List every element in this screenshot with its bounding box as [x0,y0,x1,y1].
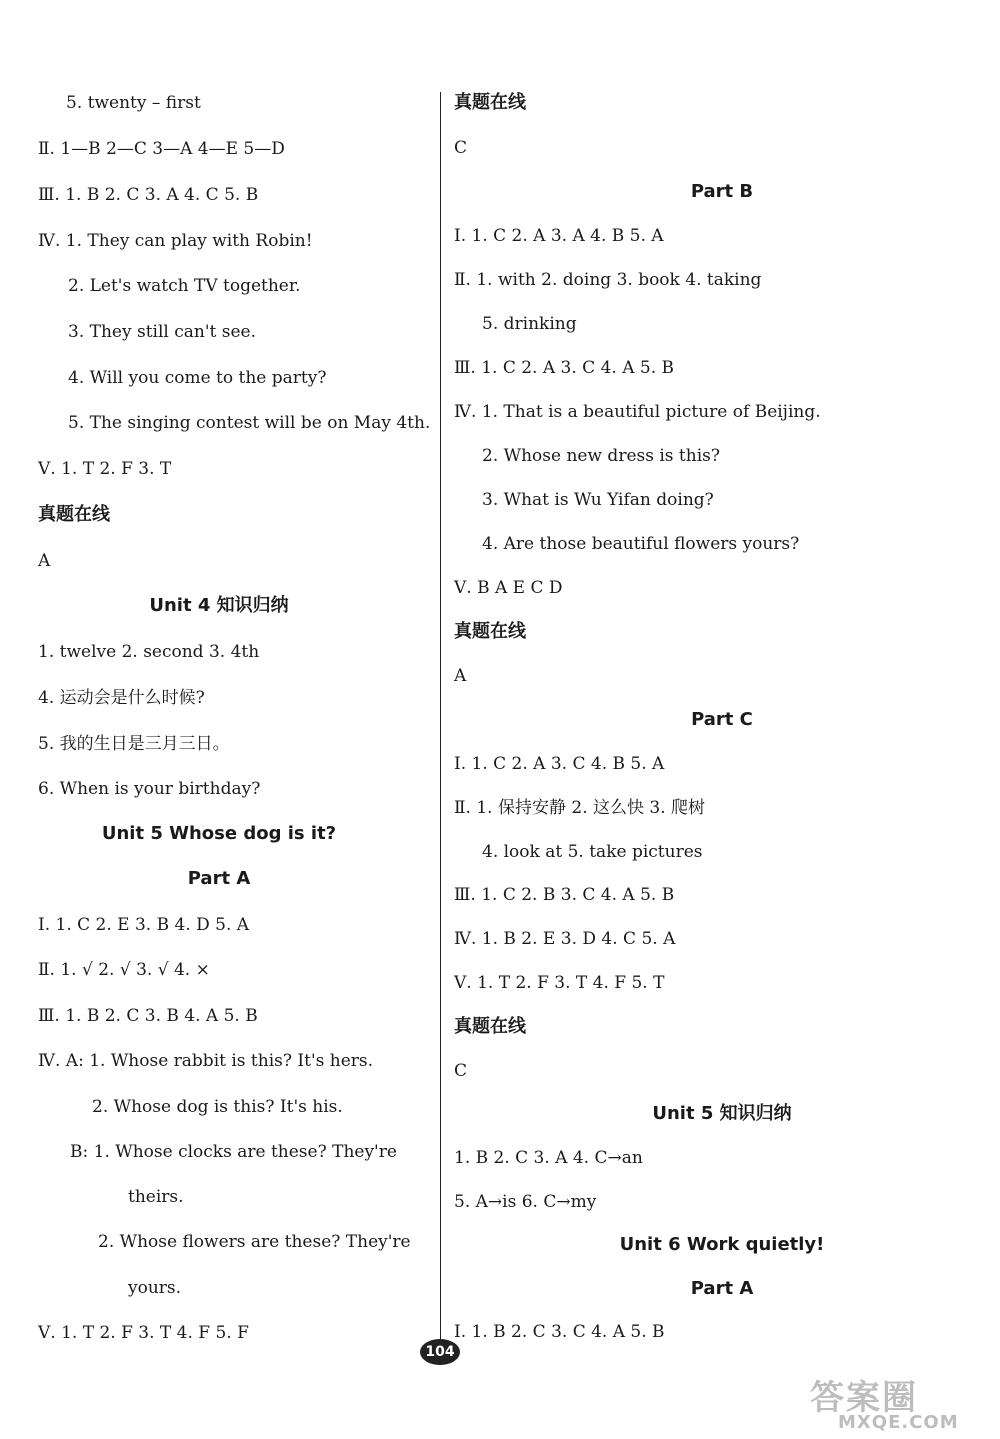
answer-line: A [454,666,467,686]
page-number: 104 [420,1339,460,1365]
answer-line: 4. Are those beautiful flowers yours? [482,534,800,554]
answer-line: 2. Let's watch TV together. [68,276,301,296]
answer-line: 2. Whose flowers are these? They're [98,1232,411,1252]
answer-line: Ⅴ. 1. T 2. F 3. T [38,459,172,479]
section-heading: Part A [187,868,251,889]
answer-line: 4. look at 5. take pictures [482,842,703,862]
column-divider [440,92,441,1342]
section-heading: 真题在线 [454,1016,526,1037]
answer-line: 5. twenty – first [66,93,201,113]
answer-line: 3. What is Wu Yifan doing? [482,490,714,510]
section-heading: Part C [691,709,753,730]
section-heading: Unit 6 Work quietly! [619,1234,825,1255]
section-heading: Unit 4 知识归纳 [149,595,289,616]
section-heading: Unit 5 Whose dog is it? [101,823,337,844]
answer-line: 3. They still can't see. [68,322,257,342]
answer-line: Ⅳ. 1. They can play with Robin! [38,231,313,251]
answer-line: Ⅰ. 1. C 2. E 3. B 4. D 5. A [38,915,250,935]
answer-line: Ⅱ. 1. with 2. doing 3. book 4. taking [454,270,762,290]
answer-line: C [454,1061,468,1081]
answer-line: C [454,138,468,158]
answer-line: Ⅴ. 1. T 2. F 3. T 4. F 5. F [38,1323,249,1343]
watermark-logo [810,1370,990,1436]
answer-line: Ⅳ. 1. That is a beautiful picture of Beijing. [454,402,821,422]
section-heading: Part B [690,181,754,202]
answer-line: Ⅳ. 1. B 2. E 3. D 4. C 5. A [454,929,676,949]
answer-line: Ⅲ. 1. B 2. C 3. B 4. A 5. B [38,1006,258,1026]
answer-line: B: 1. Whose clocks are these? They're [70,1142,397,1162]
answer-line: Ⅱ. 1—B 2—C 3—A 4—E 5—D [38,139,285,159]
answer-line: 5. 我的生日是三月三日。 [38,734,230,754]
answer-line: 5. drinking [482,314,577,334]
section-heading: 真题在线 [38,504,110,525]
answer-line: Ⅰ. 1. C 2. A 3. A 4. B 5. A [454,226,664,246]
answer-line: Ⅲ. 1. C 2. A 3. C 4. A 5. B [454,358,674,378]
answer-line: Ⅴ. 1. T 2. F 3. T 4. F 5. T [454,973,665,993]
answer-line: Ⅰ. 1. C 2. A 3. C 4. B 5. A [454,754,665,774]
answer-line: 6. When is your birthday? [38,779,261,799]
answer-line: 2. Whose new dress is this? [482,446,720,466]
answer-line: yours. [128,1278,182,1298]
answer-line: Ⅴ. B A E C D [454,578,563,598]
answer-line: Ⅲ. 1. C 2. B 3. C 4. A 5. B [454,885,675,905]
answer-line: 2. Whose dog is this? It's his. [92,1097,343,1117]
answer-line: Ⅲ. 1. B 2. C 3. A 4. C 5. B [38,185,259,205]
answer-line: 5. A→is 6. C→my [454,1192,597,1212]
answer-line: 4. Will you come to the party? [68,368,327,388]
watermark-main-text: 答案圈 [810,1378,918,1418]
answer-line: Ⅰ. 1. B 2. C 3. C 4. A 5. B [454,1322,665,1342]
answer-line: 5. The singing contest will be on May 4th. [68,413,431,433]
answer-line: A [38,551,51,571]
answer-line: 4. 运动会是什么时候? [38,688,205,708]
answer-line: Ⅱ. 1. 保持安静 2. 这么快 3. 爬树 [454,798,706,818]
section-heading: 真题在线 [454,92,526,113]
answer-line: 1. twelve 2. second 3. 4th [38,642,260,662]
answer-line: theirs. [128,1187,184,1207]
watermark-domain-text: MXQE.COM [838,1412,959,1433]
answer-line: Ⅱ. 1. √ 2. √ 3. √ 4. × [38,960,210,980]
answer-line: 1. B 2. C 3. A 4. C→an [454,1148,643,1168]
section-heading: 真题在线 [454,621,526,642]
answer-line: Ⅳ. A: 1. Whose rabbit is this? It's hers. [38,1051,374,1071]
section-heading: Unit 5 知识归纳 [652,1103,792,1124]
section-heading: Part A [690,1278,754,1299]
